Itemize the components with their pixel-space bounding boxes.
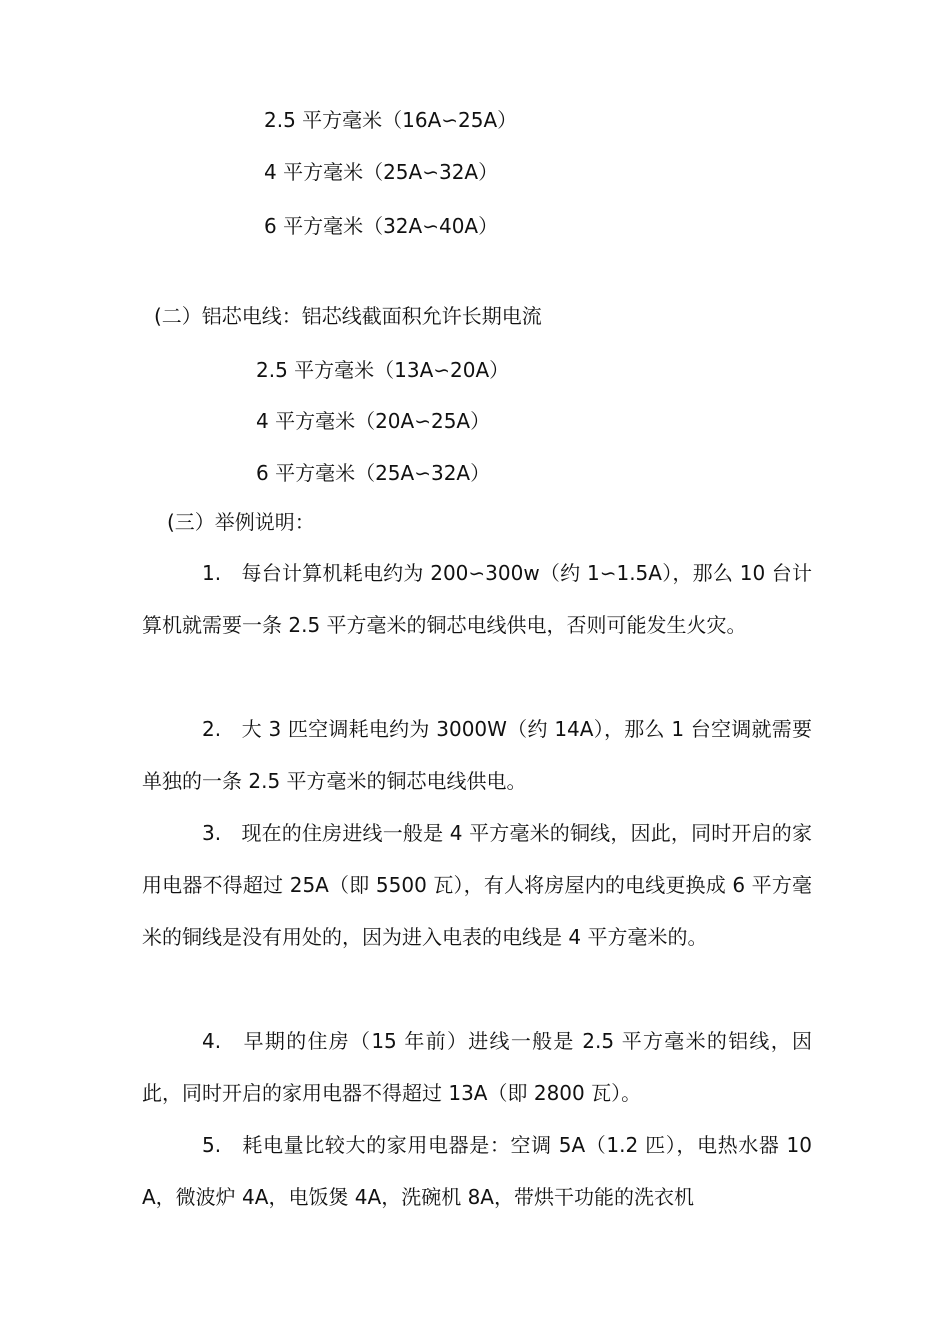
copper-rating-2-5: 2.5 平方毫米（16A∽25A） [264,108,518,132]
copper-rating-6: 6 平方毫米（32A∽40A） [264,214,499,238]
section-heading-examples: (三）举例说明： [167,510,315,534]
section-heading-aluminum: (二）铝芯电线：铝芯线截面积允许长期电流 [154,304,542,328]
example-paragraph-5: 5. 耗电量比较大的家用电器是：空调 5A（1.2 匹），电热水器 10A，微波炉 4A，电饭煲 4A，洗碗机 8A，带烘干功能的洗衣机 [142,1133,812,1209]
example-paragraph-4: 4. 早期的住房（15 年前）进线一般是 2.5 平方毫米的铝线，因此，同时开启的家用电器不得超过 13A（即 2800 瓦）。 [142,1029,812,1105]
aluminum-rating-6: 6 平方毫米（25A∽32A） [256,461,491,485]
example-paragraph-3: 3. 现在的住房进线一般是 4 平方毫米的铜线，因此，同时开启的家用电器不得超过 25A（即 5500 瓦），有人将房屋内的电线更换成 6 平方毫米的铜线是没有用处的，因为进入电表的电线是 4 平方毫米的。 [142,821,812,949]
example-paragraph-1: 1. 每台计算机耗电约为 200∽300w（约 1∽1.5A），那么 10 台计算机就需要一条 2.5 平方毫米的铜芯电线供电，否则可能发生火灾。 [142,561,812,637]
aluminum-rating-4: 4 平方毫米（20A∽25A） [256,409,491,433]
copper-rating-4: 4 平方毫米（25A∽32A） [264,160,499,184]
aluminum-rating-2-5: 2.5 平方毫米（13A∽20A） [256,358,510,382]
example-paragraph-2: 2. 大 3 匹空调耗电约为 3000W（约 14A），那么 1 台空调就需要单独的一条 2.5 平方毫米的铜芯电线供电。 [142,717,812,793]
